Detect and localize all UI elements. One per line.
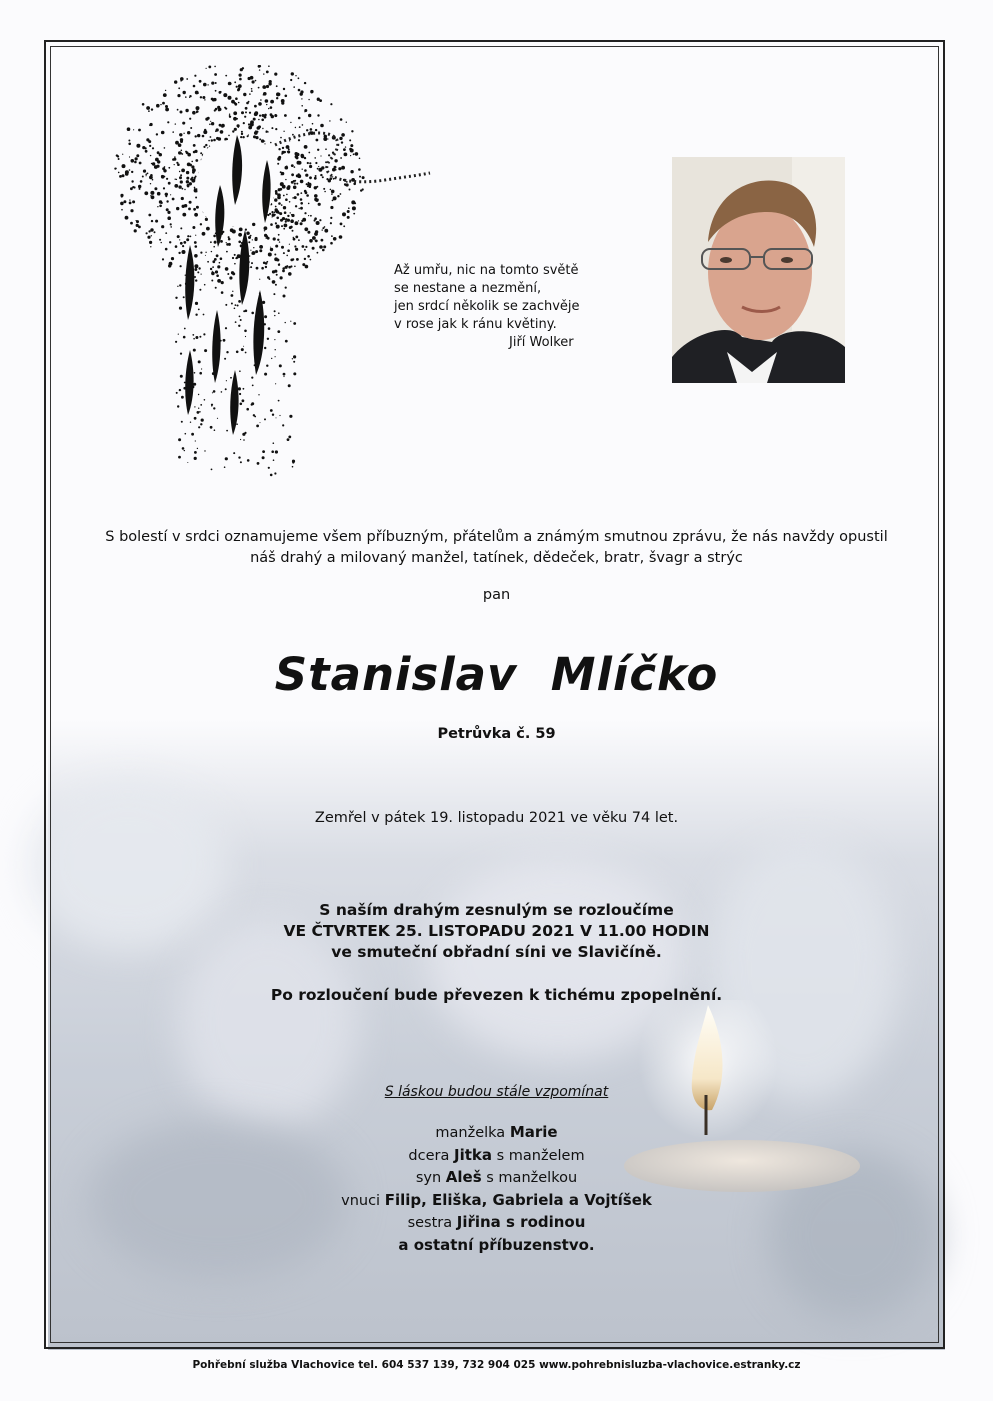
cremation-note: Po rozloučení bude převezen k tichému zpopelnění. [270, 986, 723, 1004]
announcement-line: S bolestí v srdci oznamujeme všem příbuzným, přátelům a známým smutnou zprávu, že nás navždy opustil [105, 529, 888, 545]
farewell-location: ve smuteční obřadní síni ve Slavičíně. [331, 943, 662, 961]
announcement-text [60, 527, 933, 569]
deceased-name: Stanislav Mlíčko [274, 648, 719, 701]
farewell-details [0, 900, 993, 963]
mourner-row: dcera Jitka s manželem [408, 1145, 585, 1164]
announcement-line: náš drahý a milovaný manžel, tatínek, dědeček, bratr, švagr a strýc [250, 550, 743, 566]
portrait-photo [672, 157, 845, 383]
poem-quote [394, 262, 614, 352]
quote-author: Jiří Wolker [509, 335, 574, 350]
mourner-row: syn Aleš s manželkou [415, 1168, 578, 1186]
quote-line: jen srdcí několik se zachvěje [394, 299, 580, 314]
quote-line: v rose jak k ránu květiny. [394, 317, 557, 332]
mourner-name: Jiřina s rodinou [456, 1213, 586, 1231]
mourners-list [0, 1122, 993, 1257]
quote-line: Až umřu, nic na tomto světě [394, 263, 579, 278]
deceased-address: Petrůvka č. 59 [437, 726, 556, 742]
mourner-row: vnuci Filip, Eliška, Gabriela a Vojtíšek [341, 1190, 652, 1209]
farewell-line: S naším drahým zesnulým se rozloučíme [319, 901, 674, 919]
quote-line: se nestane a nezmění, [394, 281, 542, 296]
mourner-name: a ostatní příbuzenstvo. [398, 1235, 595, 1254]
mourner-name: Aleš [445, 1168, 482, 1186]
farewell-datetime: VE ČTVRTEK 25. LISTOPADU 2021 V 11.00 HODIN [283, 922, 710, 940]
mourners-title: S láskou budou stále vzpomínat [384, 1084, 609, 1100]
mourner-name: Filip, Eliška, Gabriela a Vojtíšek [384, 1190, 652, 1209]
salutation: pan [482, 587, 511, 603]
mourner-row: sestra Jiřina s rodinou [407, 1213, 586, 1231]
mourner-row: manželka Marie [435, 1123, 558, 1141]
mourner-name: Jitka [453, 1145, 492, 1164]
funeral-service-footer: Pohřební služba Vlachovice tel. 604 537 139, 732 904 025 www.pohrebnisluzba-vlachovice.estranky.cz [192, 1359, 801, 1371]
mourner-name: Marie [509, 1123, 558, 1141]
mourner-row [0, 1235, 993, 1258]
death-notice: Zemřel v pátek 19. listopadu 2021 ve věku 74 let. [314, 810, 679, 826]
